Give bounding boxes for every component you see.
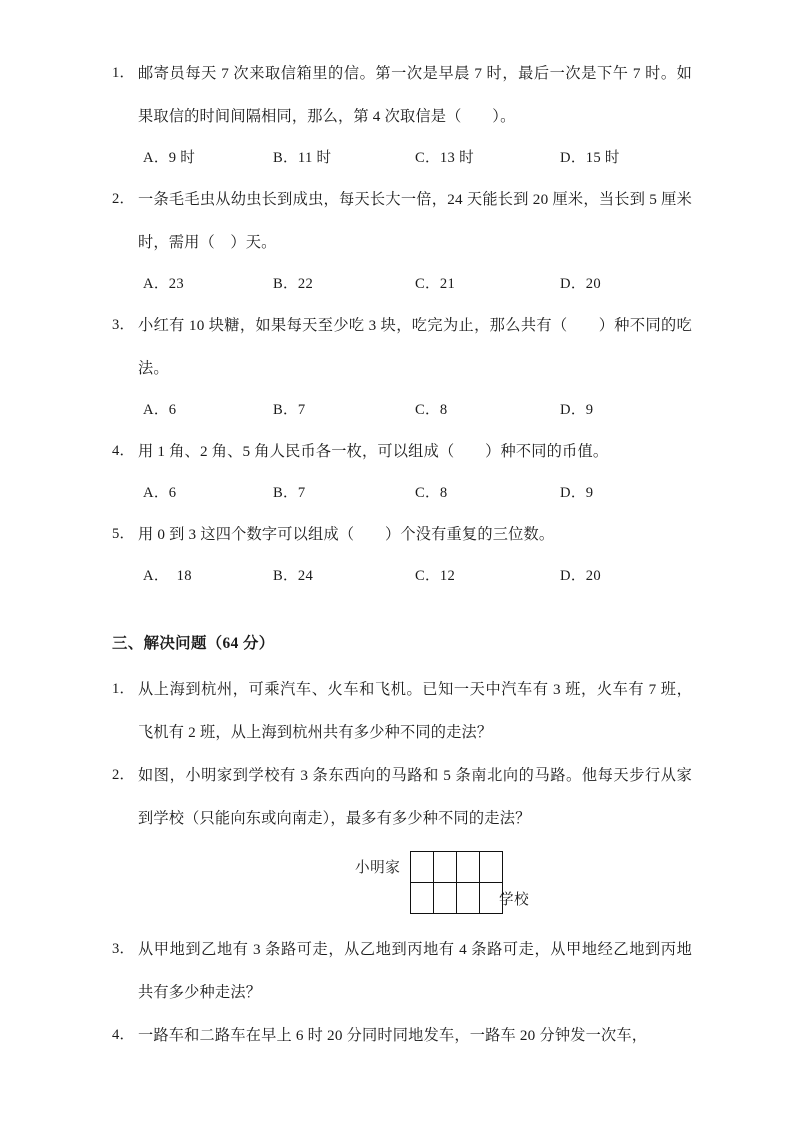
grid-cell [411,852,434,883]
mc-question-2 [112,178,692,304]
figure-label-school: 学校 [499,892,530,908]
mc-question-4 [112,430,692,513]
grid-cell [434,852,457,883]
page-content [112,52,692,1057]
section-three-question-3-number: 3． [112,941,135,957]
mc-question-5 [112,513,692,596]
grid-row [411,883,503,914]
mc-question-1-options [112,138,692,178]
section-three-question-2 [112,754,692,840]
mc-question-4-body [112,430,692,473]
mc-question-4-option-b[interactable]: B．7 [273,485,306,501]
mc-question-2-number: 2． [112,191,135,207]
mc-question-4-text: 用 1 角、2 角、5 角人民币各一枚，可以组成（ ）种不同的币值。 [138,443,609,460]
mc-question-3-option-d[interactable]: D．9 [560,402,594,418]
section-three-question-1-body [112,668,692,754]
mc-question-5-option-b[interactable]: B．24 [273,568,314,584]
mc-question-5-text: 用 0 到 3 这四个数字可以组成（ ）个没有重复的三位数。 [138,526,555,543]
mc-question-3-number: 3． [112,317,135,333]
section-three-question-3 [112,928,692,1014]
mc-question-4-option-c[interactable]: C．8 [415,485,448,501]
section-three-question-2-number: 2． [112,767,135,783]
mc-question-4-option-a[interactable]: A．6 [143,485,177,501]
mc-question-1-option-d[interactable]: D．15 时 [560,150,620,166]
mc-question-3-text: 小红有 10 块糖，如果每天至少吃 3 块，吃完为止，那么共有（ ）种不同的吃法。 [138,317,692,377]
grid-cell [434,883,457,914]
mc-question-5-option-c[interactable]: C．12 [415,568,456,584]
section-three-question-2-text: 如图，小明家到学校有 3 条东西向的马路和 5 条南北向的马路。他每天步行从家到学校（只能向东或向南走），最多有多少种不同的走法？ [138,767,692,827]
road-grid [410,851,503,914]
mc-question-3 [112,304,692,430]
mc-question-4-number: 4． [112,443,135,459]
mc-question-1-number: 1． [112,65,135,81]
mc-question-1-option-a[interactable]: A．9 时 [143,150,196,166]
mc-question-3-option-b[interactable]: B．7 [273,402,306,418]
mc-question-5-option-d[interactable]: D．20 [560,568,601,584]
mc-question-4-options [112,473,692,513]
grid-cell [411,883,434,914]
mc-question-2-option-d[interactable]: D．20 [560,276,601,292]
mc-question-3-option-a[interactable]: A．6 [143,402,177,418]
mc-question-2-options [112,264,692,304]
road-grid-table [410,851,503,914]
mc-question-1-body [112,52,692,138]
section-three-question-4-body [112,1014,692,1057]
mc-question-2-option-b[interactable]: B．22 [273,276,314,292]
figure-label-home: 小明家 [355,860,401,876]
mc-question-4-option-d[interactable]: D．9 [560,485,594,501]
section-three-question-4-number: 4． [112,1027,135,1043]
mc-question-5-options [112,556,692,596]
mc-question-3-options [112,390,692,430]
mc-question-2-option-a[interactable]: A．23 [143,276,184,292]
section-three-heading: 三、解决问题（64 分） [112,635,275,652]
grid-cell [480,852,503,883]
section-three-question-3-text: 从甲地到乙地有 3 条路可走，从乙地到丙地有 4 条路可走，从甲地经乙地到丙地共有多少种走法？ [138,941,692,1001]
mc-question-2-option-c[interactable]: C．21 [415,276,456,292]
grid-cell [457,883,480,914]
mc-question-5-option-a[interactable]: A． 18 [143,568,192,584]
grid-cell [457,852,480,883]
section-three-question-1-text: 从上海到杭州，可乘汽车、火车和飞机。已知一天中汽车有 3 班，火车有 7 班，飞机有 2 班，从上海到杭州共有多少种不同的走法？ [138,681,692,741]
mc-question-5-number: 5． [112,526,135,542]
mc-question-3-option-c[interactable]: C．8 [415,402,448,418]
section-three-question-3-body [112,928,692,1014]
mc-question-1-option-b[interactable]: B．11 时 [273,150,332,166]
section-three-question-1-number: 1． [112,681,135,697]
mc-question-1-text: 邮寄员每天 7 次来取信箱里的信。第一次是早晨 7 时，最后一次是下午 7 时。如果取信的时间间隔相同，那么，第 4 次取信是（ ）。 [138,65,692,125]
section-three-question-4 [112,1014,692,1057]
mc-question-2-body [112,178,692,264]
section-three-question-2-body [112,754,692,840]
grid-row [411,852,503,883]
mc-question-1 [112,52,692,178]
section-three-question-1 [112,668,692,754]
mc-question-1-option-c[interactable]: C．13 时 [415,150,474,166]
mc-question-2-text: 一条毛毛虫从幼虫长到成虫，每天长大一倍，24 天能长到 20 厘米，当长到 5 厘米时，需用（ ）天。 [138,191,692,251]
mc-question-3-body [112,304,692,390]
road-grid-figure [112,842,692,926]
mc-question-5-body [112,513,692,556]
section-three-question-4-text: 一路车和二路车在早上 6 时 20 分同时同地发车，一路车 20 分钟发一次车， [138,1027,648,1044]
